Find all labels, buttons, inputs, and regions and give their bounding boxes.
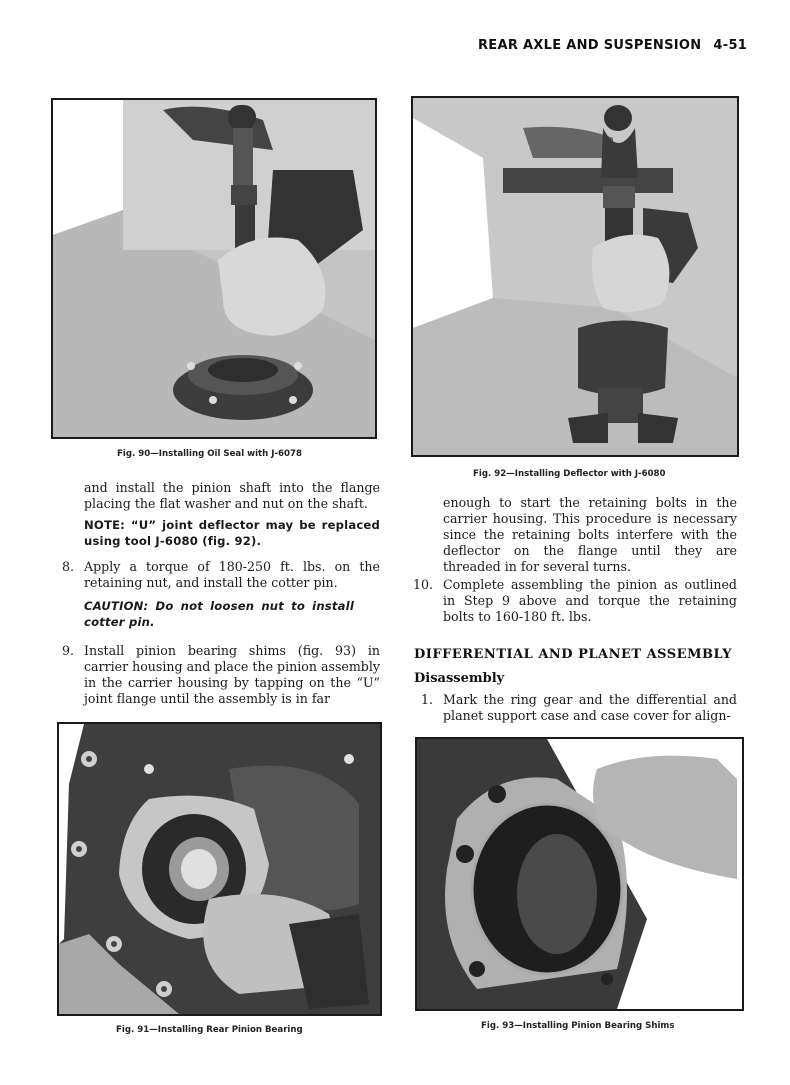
continued-paragraph-right: enough to start the retaining bolts in the carrier housing. This procedure is necessary since the retaining bolts interfere with the deflector on the flange until they are threaded in for several turns.: [443, 495, 737, 574]
subsection-heading: Disassembly: [414, 671, 505, 686]
running-header: [478, 38, 747, 53]
step-9: [62, 643, 380, 709]
figure-93-caption: Fig. 93—Installing Pinion Bearing Shims: [481, 1021, 675, 1031]
step-1-text: Mark the ring gear and the differential and planet support case and case cover for align-: [443, 692, 737, 723]
page-number: 4-51: [713, 38, 748, 53]
figure-90-caption: Fig. 90—Installing Oil Seal with J-6078: [117, 449, 302, 459]
step-8: [62, 559, 380, 593]
figure-91-photo: [57, 722, 382, 1016]
step-1-number: 1.: [421, 692, 434, 707]
note-deflector: NOTE: “U” joint deflector may be replaced using tool J-6080 (fig. 92).: [84, 518, 380, 548]
figure-90-photo: [51, 98, 377, 439]
step-10: [413, 577, 737, 627]
figure-92-caption: Fig. 92—Installing Deflector with J-6080: [473, 469, 666, 479]
step-1: [421, 692, 737, 726]
step-9-text: Install pinion bearing shims (fig. 93) in carrier housing and place the pinion assembly in the carrier housing by tapping on the “U” joint flange until the assembly is in far: [84, 643, 380, 706]
rear-pinion-bearing-illustration: [59, 724, 380, 1014]
deflector-installation-illustration: [413, 98, 737, 455]
step-10-number: 10.: [413, 577, 434, 592]
step-9-number: 9.: [62, 643, 75, 658]
step-8-number: 8.: [62, 559, 75, 574]
step-10-text: Complete assembling the pinion as outlined in Step 9 above and torque the retaining bolts to 160-180 ft. lbs.: [443, 577, 737, 624]
figure-91-caption: Fig. 91—Installing Rear Pinion Bearing: [116, 1025, 303, 1035]
oil-seal-installation-illustration: [53, 100, 375, 437]
step-8-text: Apply a torque of 180-250 ft. lbs. on the retaining nut, and install the cotter pin.: [84, 559, 380, 590]
section-heading: DIFFERENTIAL AND PLANET ASSEMBLY: [414, 647, 733, 662]
pinion-bearing-shims-illustration: [417, 739, 742, 1009]
section-title: REAR AXLE AND SUSPENSION: [478, 38, 702, 53]
continued-paragraph-left: and install the pinion shaft into the flange placing the flat washer and nut on the shaft.: [84, 480, 380, 511]
caution-cotter-pin: CAUTION: Do not loosen nut to install cotter pin.: [84, 599, 354, 629]
figure-92-photo: [411, 96, 739, 457]
figure-93-photo: [415, 737, 744, 1011]
